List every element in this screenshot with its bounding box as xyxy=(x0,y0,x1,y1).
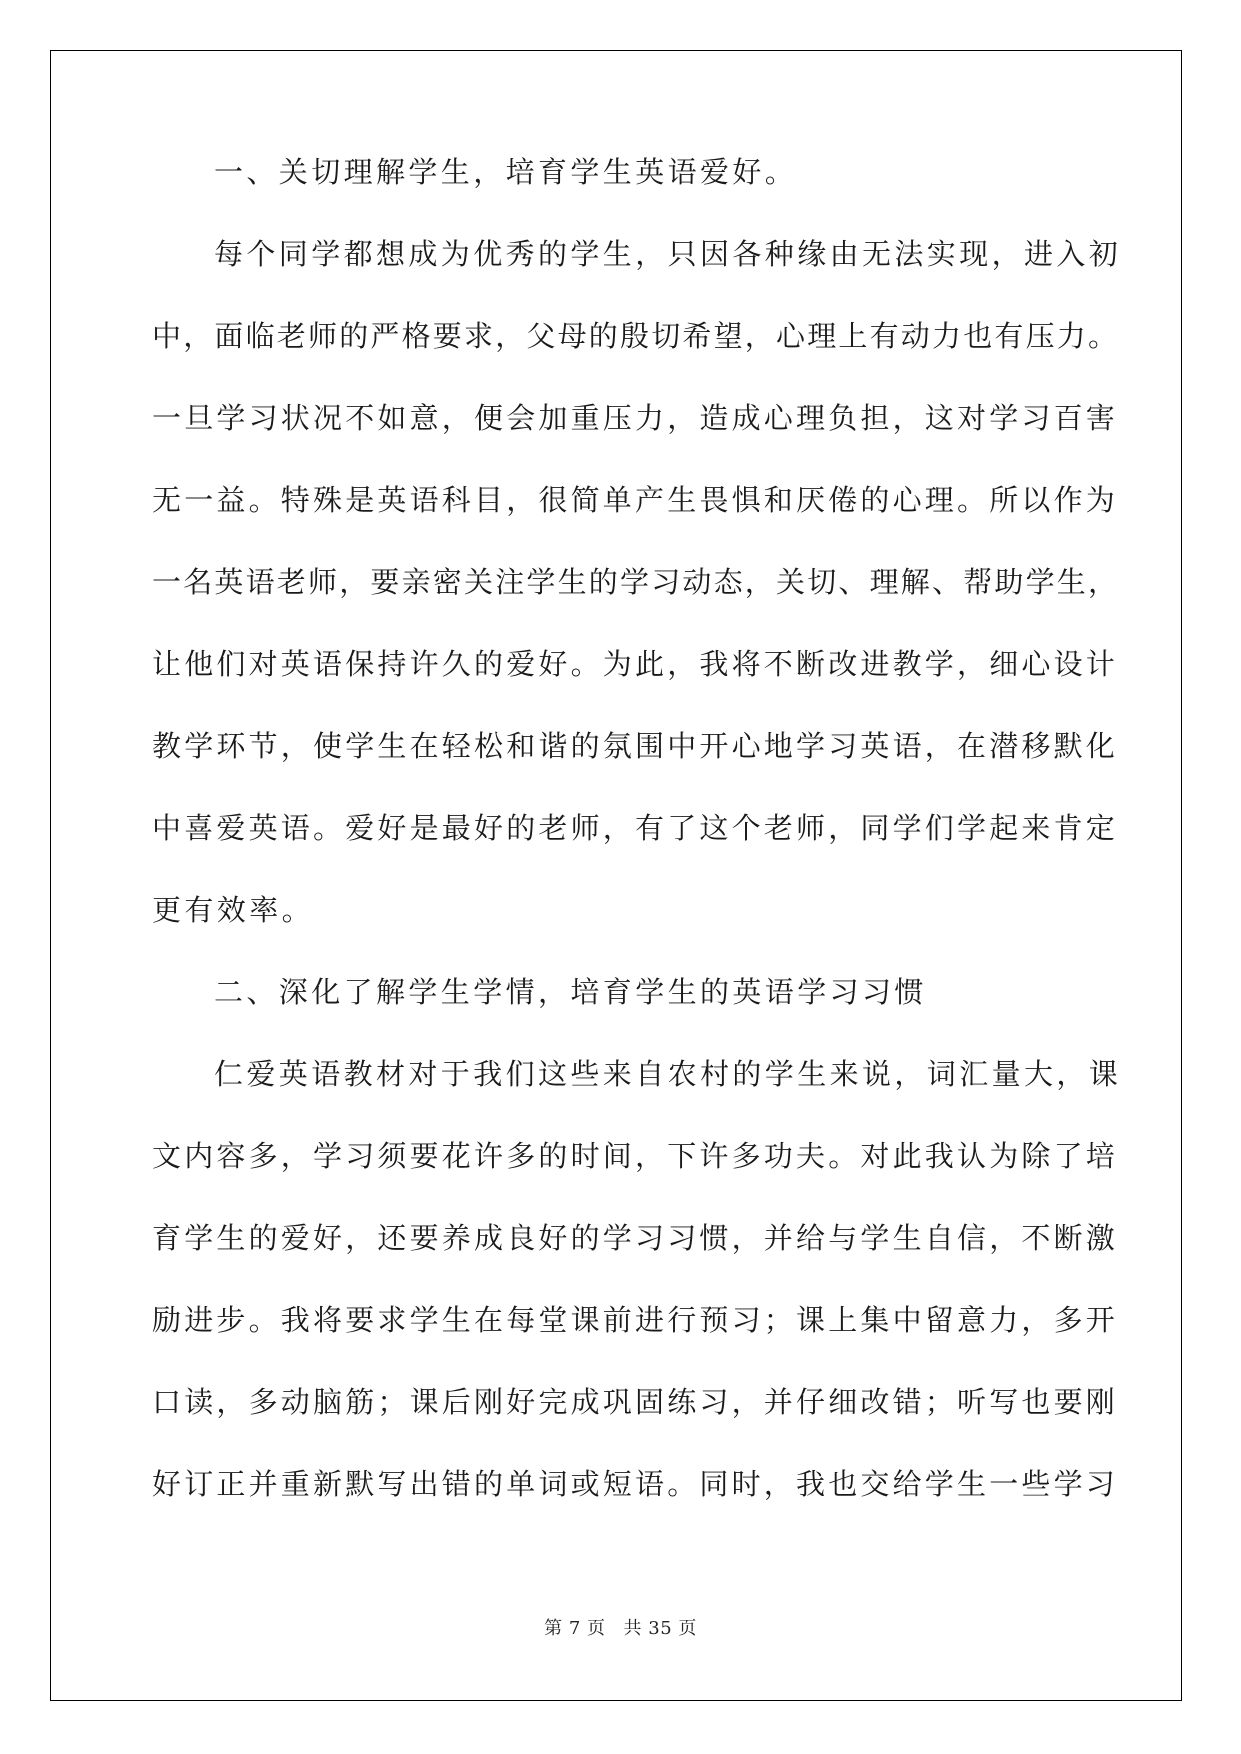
heading-section-2: 二、深化了解学生学情，培育学生的英语学习习惯 xyxy=(214,975,927,1009)
paragraph-1-line-5: 一名英语老师，要亲密关注学生的学习动态，关切、理解、帮助学生， xyxy=(152,565,1120,599)
paragraph-1-line-9: 更有效率。 xyxy=(152,893,315,927)
paragraph-2-line-5: 口读，多动脑筋；课后刚好完成巩固练习，并仔细改错；听写也要刚 xyxy=(152,1385,1119,1419)
paragraph-1-line-7: 教学环节，使学生在轻松和谐的氛围中开心地学习英语，在潜移默化 xyxy=(152,729,1119,763)
paragraph-2-line-1: 仁爱英语教材对于我们这些来自农村的学生来说，词汇量大，课 xyxy=(214,1057,1122,1091)
paragraph-1-line-1: 每个同学都想成为优秀的学生，只因各种缘由无法实现，进入初 xyxy=(214,237,1122,271)
paragraph-2-line-3: 育学生的爱好，还要养成良好的学习习惯，并给与学生自信，不断激 xyxy=(152,1221,1119,1255)
page-number: 第 7 页 xyxy=(544,1618,606,1639)
paragraph-1-line-4: 无一益。特殊是英语科目，很简单产生畏惧和厌倦的心理。所以作为 xyxy=(152,483,1119,517)
paragraph-2-line-4: 励进步。我将要求学生在每堂课前进行预习；课上集中留意力，多开 xyxy=(152,1303,1119,1337)
paragraph-1-line-3: 一旦学习状况不如意，便会加重压力，造成心理负担，这对学习百害 xyxy=(152,401,1119,435)
page-footer xyxy=(0,1614,1241,1640)
page-border xyxy=(50,50,1182,1701)
paragraph-1-line-6: 让他们对英语保持许久的爱好。为此，我将不断改进教学，细心设计 xyxy=(152,647,1119,681)
page-total: 共 35 页 xyxy=(623,1618,697,1639)
heading-section-1: 一、关切理解学生，培育学生英语爱好。 xyxy=(214,155,798,189)
paragraph-1-line-8: 中喜爱英语。爱好是最好的老师，有了这个老师，同学们学起来肯定 xyxy=(152,811,1119,845)
paragraph-2-line-2: 文内容多，学习须要花许多的时间，下许多功夫。对此我认为除了培 xyxy=(152,1139,1119,1173)
paragraph-1-line-2: 中，面临老师的严格要求，父母的殷切希望，心理上有动力也有压力。 xyxy=(152,319,1120,353)
paragraph-2-line-6: 好订正并重新默写出错的单词或短语。同时，我也交给学生一些学习 xyxy=(152,1467,1119,1501)
